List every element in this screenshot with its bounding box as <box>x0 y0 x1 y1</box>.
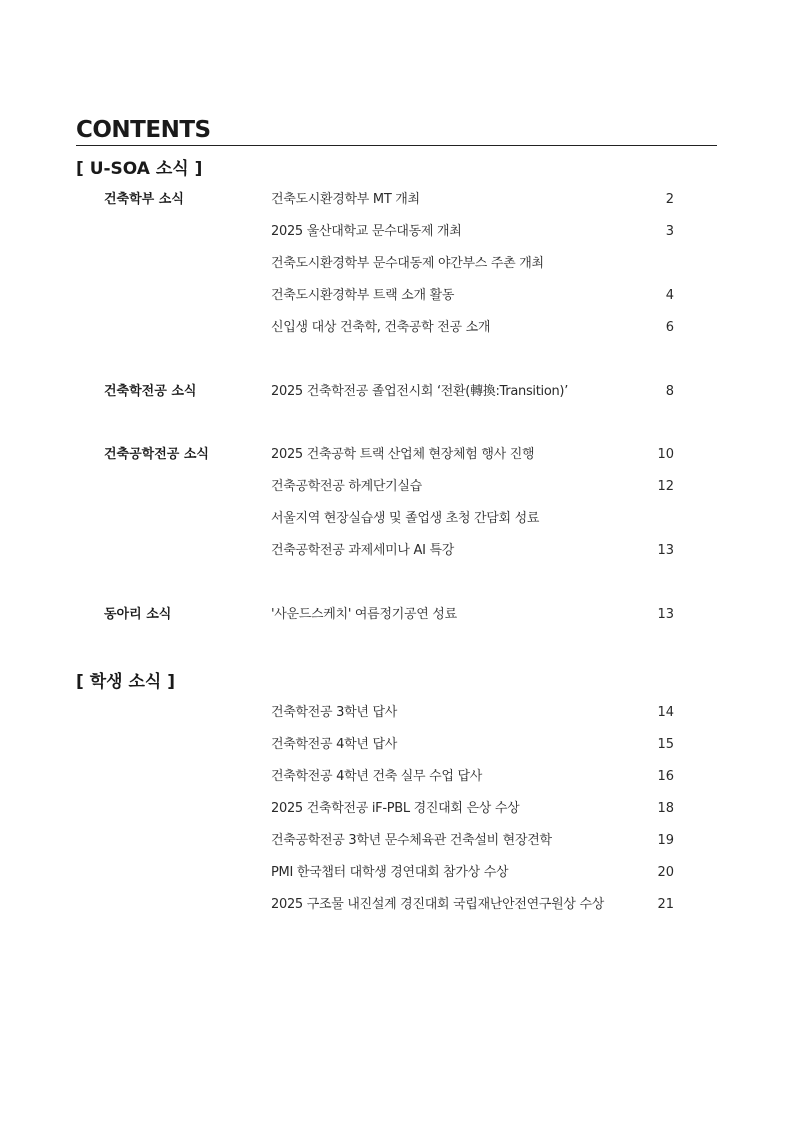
toc-entry-title: 건축도시환경학부 MT 개최 <box>271 192 420 207</box>
section-heading-usoa: [ U-SOA 소식 ] <box>76 159 203 179</box>
toc-entry[interactable] <box>271 191 674 209</box>
toc-entry-page: 8 <box>665 384 674 399</box>
toc-entry-title: 2025 구조물 내진설계 경진대회 국립재난안전연구원상 수상 <box>271 897 604 912</box>
toc-entry[interactable] <box>271 542 674 560</box>
toc-entry[interactable] <box>271 606 674 624</box>
toc-entry-page: 21 <box>657 897 674 912</box>
toc-entry-title: 건축공학전공 3학년 문수체육관 건축설비 현장견학 <box>271 833 552 848</box>
toc-entry[interactable] <box>271 896 674 914</box>
toc-entry-title: 서울지역 현장실습생 및 졸업생 초청 간담회 성료 <box>271 511 540 526</box>
toc-entry-page: 2 <box>665 192 674 207</box>
toc-entry[interactable] <box>271 446 674 464</box>
toc-entry[interactable] <box>271 223 674 241</box>
toc-entry-page: 16 <box>657 769 674 784</box>
toc-entry-title: 2025 건축학전공 졸업전시회 ‘전환(轉換:Transition)’ <box>271 384 569 399</box>
group-label-architecture: 건축학전공 소식 <box>104 384 197 399</box>
toc-entry-page: 14 <box>657 705 674 720</box>
group-label-club: 동아리 소식 <box>104 607 172 622</box>
toc-entry-page: 10 <box>657 447 674 462</box>
toc-entry-page: 18 <box>657 801 674 816</box>
toc-entry[interactable] <box>271 704 674 722</box>
toc-entry-page: 20 <box>657 865 674 880</box>
toc-entry[interactable] <box>271 736 674 754</box>
toc-entry-title: 건축공학전공 하계단기실습 <box>271 479 422 494</box>
toc-entry-title: 건축학전공 4학년 건축 실무 수업 답사 <box>271 769 483 784</box>
toc-entry-page: 15 <box>657 737 674 752</box>
section-heading-students: [ 학생 소식 ] <box>76 672 175 692</box>
toc-entry-title: PMI 한국챕터 대학생 경연대회 참가상 수상 <box>271 865 509 880</box>
toc-entry-page: 3 <box>665 224 674 239</box>
contents-title: CONTENTS <box>76 117 211 143</box>
toc-entry-page: 4 <box>665 288 674 303</box>
toc-entry-title: 2025 건축공학 트랙 산업체 현장체험 행사 진행 <box>271 447 535 462</box>
toc-entry-page: 6 <box>665 320 674 335</box>
toc-entry-title: 건축학전공 4학년 답사 <box>271 737 397 752</box>
toc-entry[interactable] <box>271 864 674 882</box>
toc-entry-title: 건축공학전공 과제세미나 AI 특강 <box>271 543 454 558</box>
toc-entry[interactable] <box>271 255 674 273</box>
toc-entry-page: 19 <box>657 833 674 848</box>
toc-entry-title: 건축도시환경학부 트랙 소개 활동 <box>271 288 455 303</box>
toc-entry-title: '사운드스케치' 여름정기공연 성료 <box>271 607 457 622</box>
toc-entry-title: 2025 건축학전공 iF-PBL 경진대회 은상 수상 <box>271 801 520 816</box>
group-label-engineering: 건축공학전공 소식 <box>104 447 209 462</box>
toc-entry-page: 13 <box>657 607 674 622</box>
toc-entry[interactable] <box>271 510 674 528</box>
toc-entry[interactable] <box>271 478 674 496</box>
toc-entry-page: 13 <box>657 543 674 558</box>
toc-entry-page: 12 <box>657 479 674 494</box>
toc-entry-title: 건축학전공 3학년 답사 <box>271 705 397 720</box>
toc-entry[interactable] <box>271 800 674 818</box>
toc-entry[interactable] <box>271 383 674 401</box>
toc-entry-title: 신입생 대상 건축학, 건축공학 전공 소개 <box>271 320 491 335</box>
group-label-school: 건축학부 소식 <box>104 192 184 207</box>
toc-entry[interactable] <box>271 768 674 786</box>
toc-entry-title: 2025 울산대학교 문수대동제 개최 <box>271 224 462 239</box>
toc-entry-title: 건축도시환경학부 문수대동제 야간부스 주촌 개최 <box>271 256 544 271</box>
toc-entry[interactable] <box>271 832 674 850</box>
toc-entry[interactable] <box>271 319 674 337</box>
title-divider <box>76 145 717 146</box>
toc-entry[interactable] <box>271 287 674 305</box>
